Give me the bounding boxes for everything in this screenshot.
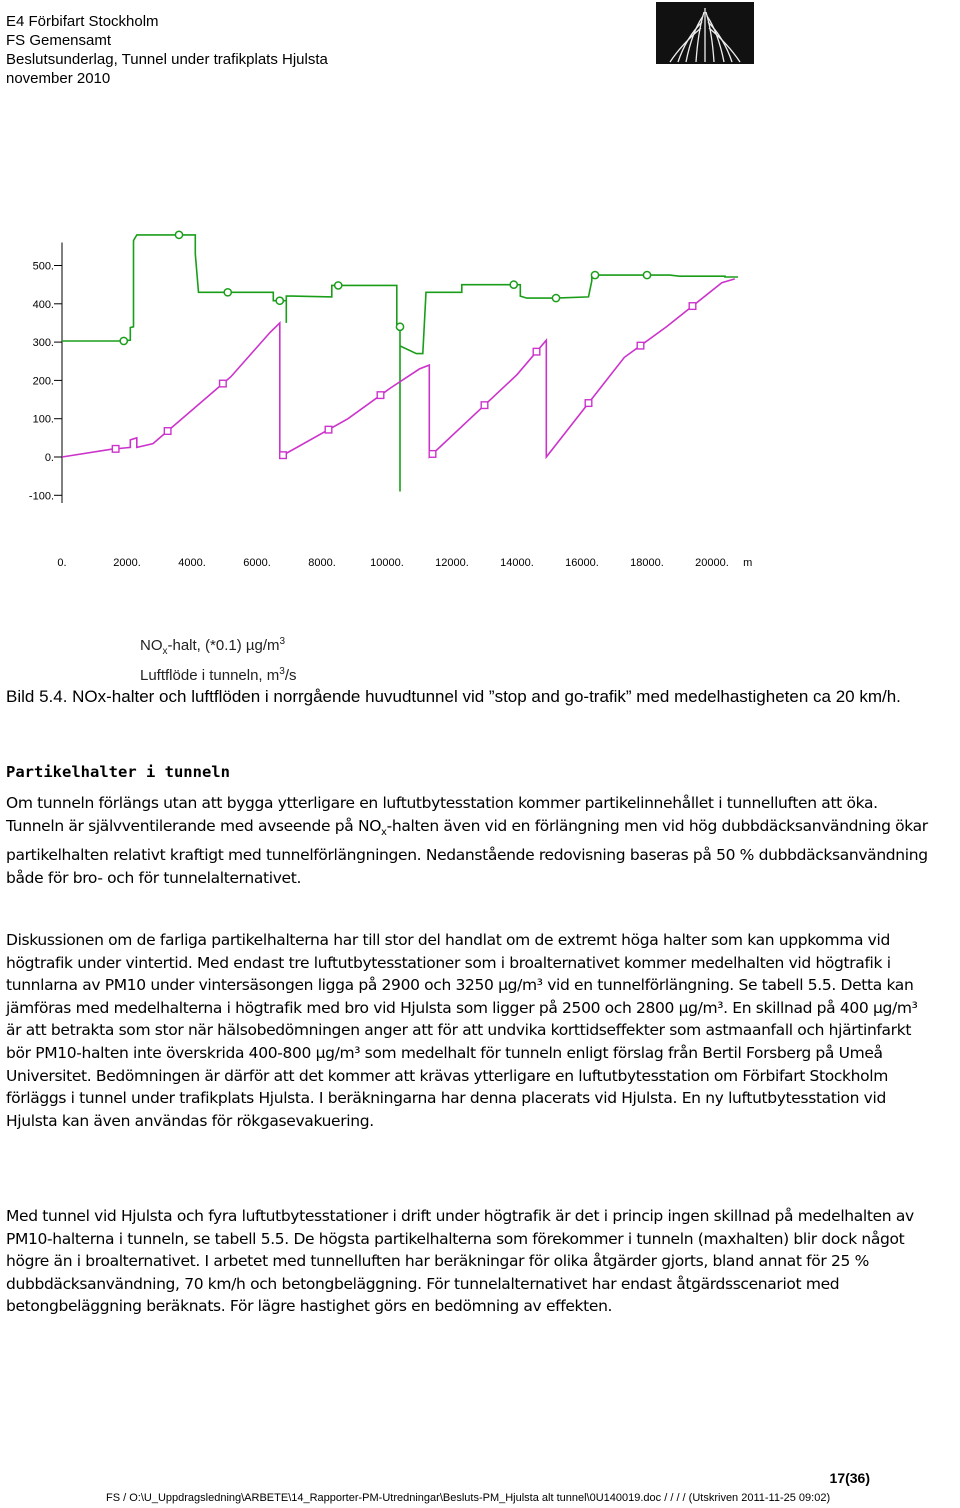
trafikverket-logo [656,2,754,64]
airflow-marker [175,231,182,238]
header-project: E4 Förbifart Stockholm [6,13,159,30]
legend-airflow: Luftflöde i tunneln, $m^3/s$ [140,666,297,684]
airflow-marker [552,294,559,301]
nox-marker [585,400,592,407]
x-tick-label: 10000. [370,557,404,569]
x-tick-label: 16000. [565,557,599,569]
x-axis [57,557,752,569]
x-tick-label: 18000. [630,557,664,569]
airflow-marker [510,281,517,288]
nox-marker [325,426,332,433]
y-tick-label: -100. [28,490,54,503]
airflow-marker [224,289,231,296]
chart-legend [140,632,297,686]
nox-marker [112,446,119,453]
airflow-series-line [62,235,738,492]
document-header [6,12,328,88]
x-axis-unit: m [743,557,753,569]
y-tick-label: 100. [32,413,54,426]
paragraph-1: Om tunneln förlängs utan att bygga ytterligare en luftutbytesstation kommer partikelinnehållet i tunnelluften att öka. Tunneln är självventilerande med avseende på $NO_x$-halten även vid en förlängning men vid hög dubbdäcksanvändning ökar partikelhalten relativt kraftigt med tunnelförlängningen. Nedanstående redovisning baseras på 50 % dubbdäcksanvändning både för bro- och för tunnelalternativet. [6,794,928,887]
x-tick-label: 14000. [500,557,534,569]
header-group: FS Gemensamt [6,32,112,49]
y-axis [29,243,62,503]
paragraph-2: Diskussionen om de farliga partikelhalterna har till stor del handlat om de extremt höga halter som kan uppkomma vid högtrafik under vintertid. Med endast tre luftutbytesstationer som i broalternativet kommer medelhalten vid högtrafik i tunnlarna av PM10 under vintersäsongen ligga på 2900 och 3250 µg/m³ vid en tunnelförlängning. Se tabell 5.5. Detta kan jämföras med medelhalterna i högtrafik med bro vid Hjulsta som ligger på 2500 och 2800 µg/m³. En skillnad på 400 µg/m³ är att betrakta som stor när hälsobedömningen anger att för att undvika korttidseffekter som astmaanfall och hjärtinfarkt bör PM10-halten inte överskrida 400-800 µg/m³ som medelhalt för tunneln enligt förslag från Bertil Forsberg på Umeå Universitet. Bedömningen är därför att det kommer att krävas ytterligare en luftutbytesstation om Förbifart Stockholm förläggs i tunnel under trafikplats Hjulsta. I beräkningarna har denna placerats vid Hjulsta. En ny luftutbytesstation vid Hjulsta kan även användas för rökgasevakuering. [6,931,918,1130]
x-tick-label: 4000. [178,557,206,569]
airflow-marker [591,271,598,278]
x-tick-label: 6000. [243,557,271,569]
nox-marker [164,428,171,435]
nox-airflow-chart [0,220,960,580]
nox-marker [689,303,696,310]
x-tick-label: 2000. [113,557,141,569]
y-tick-label: 300. [32,337,54,350]
nox-series-line [62,279,735,457]
file-path-footer: FS / O:\U_Uppdragsledning\ARBETE\14_Rapporter-PM-Utredningar\Besluts-PM_Hjulsta alt tunnel\0U140019.doc / / / / (Utskriven 2011-11-25 09:02) [106,1492,831,1504]
y-tick-label: 400. [32,298,54,311]
x-tick-label: 20000. [695,557,729,569]
airflow-marker [120,337,127,344]
figure-caption: Bild 5.4. NOx-halter och luftflöden i norrgående huvudtunnel vid ”stop and go-trafik” med medelhastigheten ca 20 km/h. [6,687,901,706]
nox-marker [637,342,644,349]
paragraph-3: Med tunnel vid Hjulsta och fyra luftutbytesstationer i drift under högtrafik är det i princip ingen skillnad på medelhalten av PM10-halterna i tunneln, se tabell 5.5. De högsta partikelhalterna som förekommer i tunneln (maxhalten) blir dock något högre än i broalternativet. I arbetet med tunnelluften har beräkningar för olika åtgärder gjorts, bland annat för 25 % dubbdäcksanvändning, 70 km/h och betongbeläggning. För tunnelalternativet har endast åtgärdsscenariot med betongbeläggning beräknats. För lägre hastighet görs en bedömning av effekten. [6,1207,914,1316]
nox-marker [280,452,287,459]
x-tick-label: 8000. [308,557,336,569]
header-date: november 2010 [6,70,111,87]
airflow-marker [276,297,283,304]
section-heading: Partikelhalter i tunneln [6,763,230,781]
plot-area [62,231,738,491]
nox-marker [220,380,227,387]
nox-marker [533,348,540,355]
legend-nox: $NO_x$-halt, (*0.1) $\mu g/m^3$ [140,636,286,657]
y-tick-label: 0. [44,452,54,464]
airflow-marker [643,271,650,278]
header-title: Beslutsunderlag, Tunnel under trafikplats Hjulsta [6,51,328,68]
x-tick-label: 0. [57,557,67,569]
nox-marker [429,451,436,458]
airflow-marker [335,282,342,289]
y-tick-label: 500. [32,260,54,273]
x-tick-label: 12000. [435,557,469,569]
nox-marker [377,392,384,399]
page-number: 17(36) [829,1470,870,1486]
y-tick-label: 200. [32,375,54,388]
nox-marker [481,402,488,409]
airflow-marker [396,323,403,330]
